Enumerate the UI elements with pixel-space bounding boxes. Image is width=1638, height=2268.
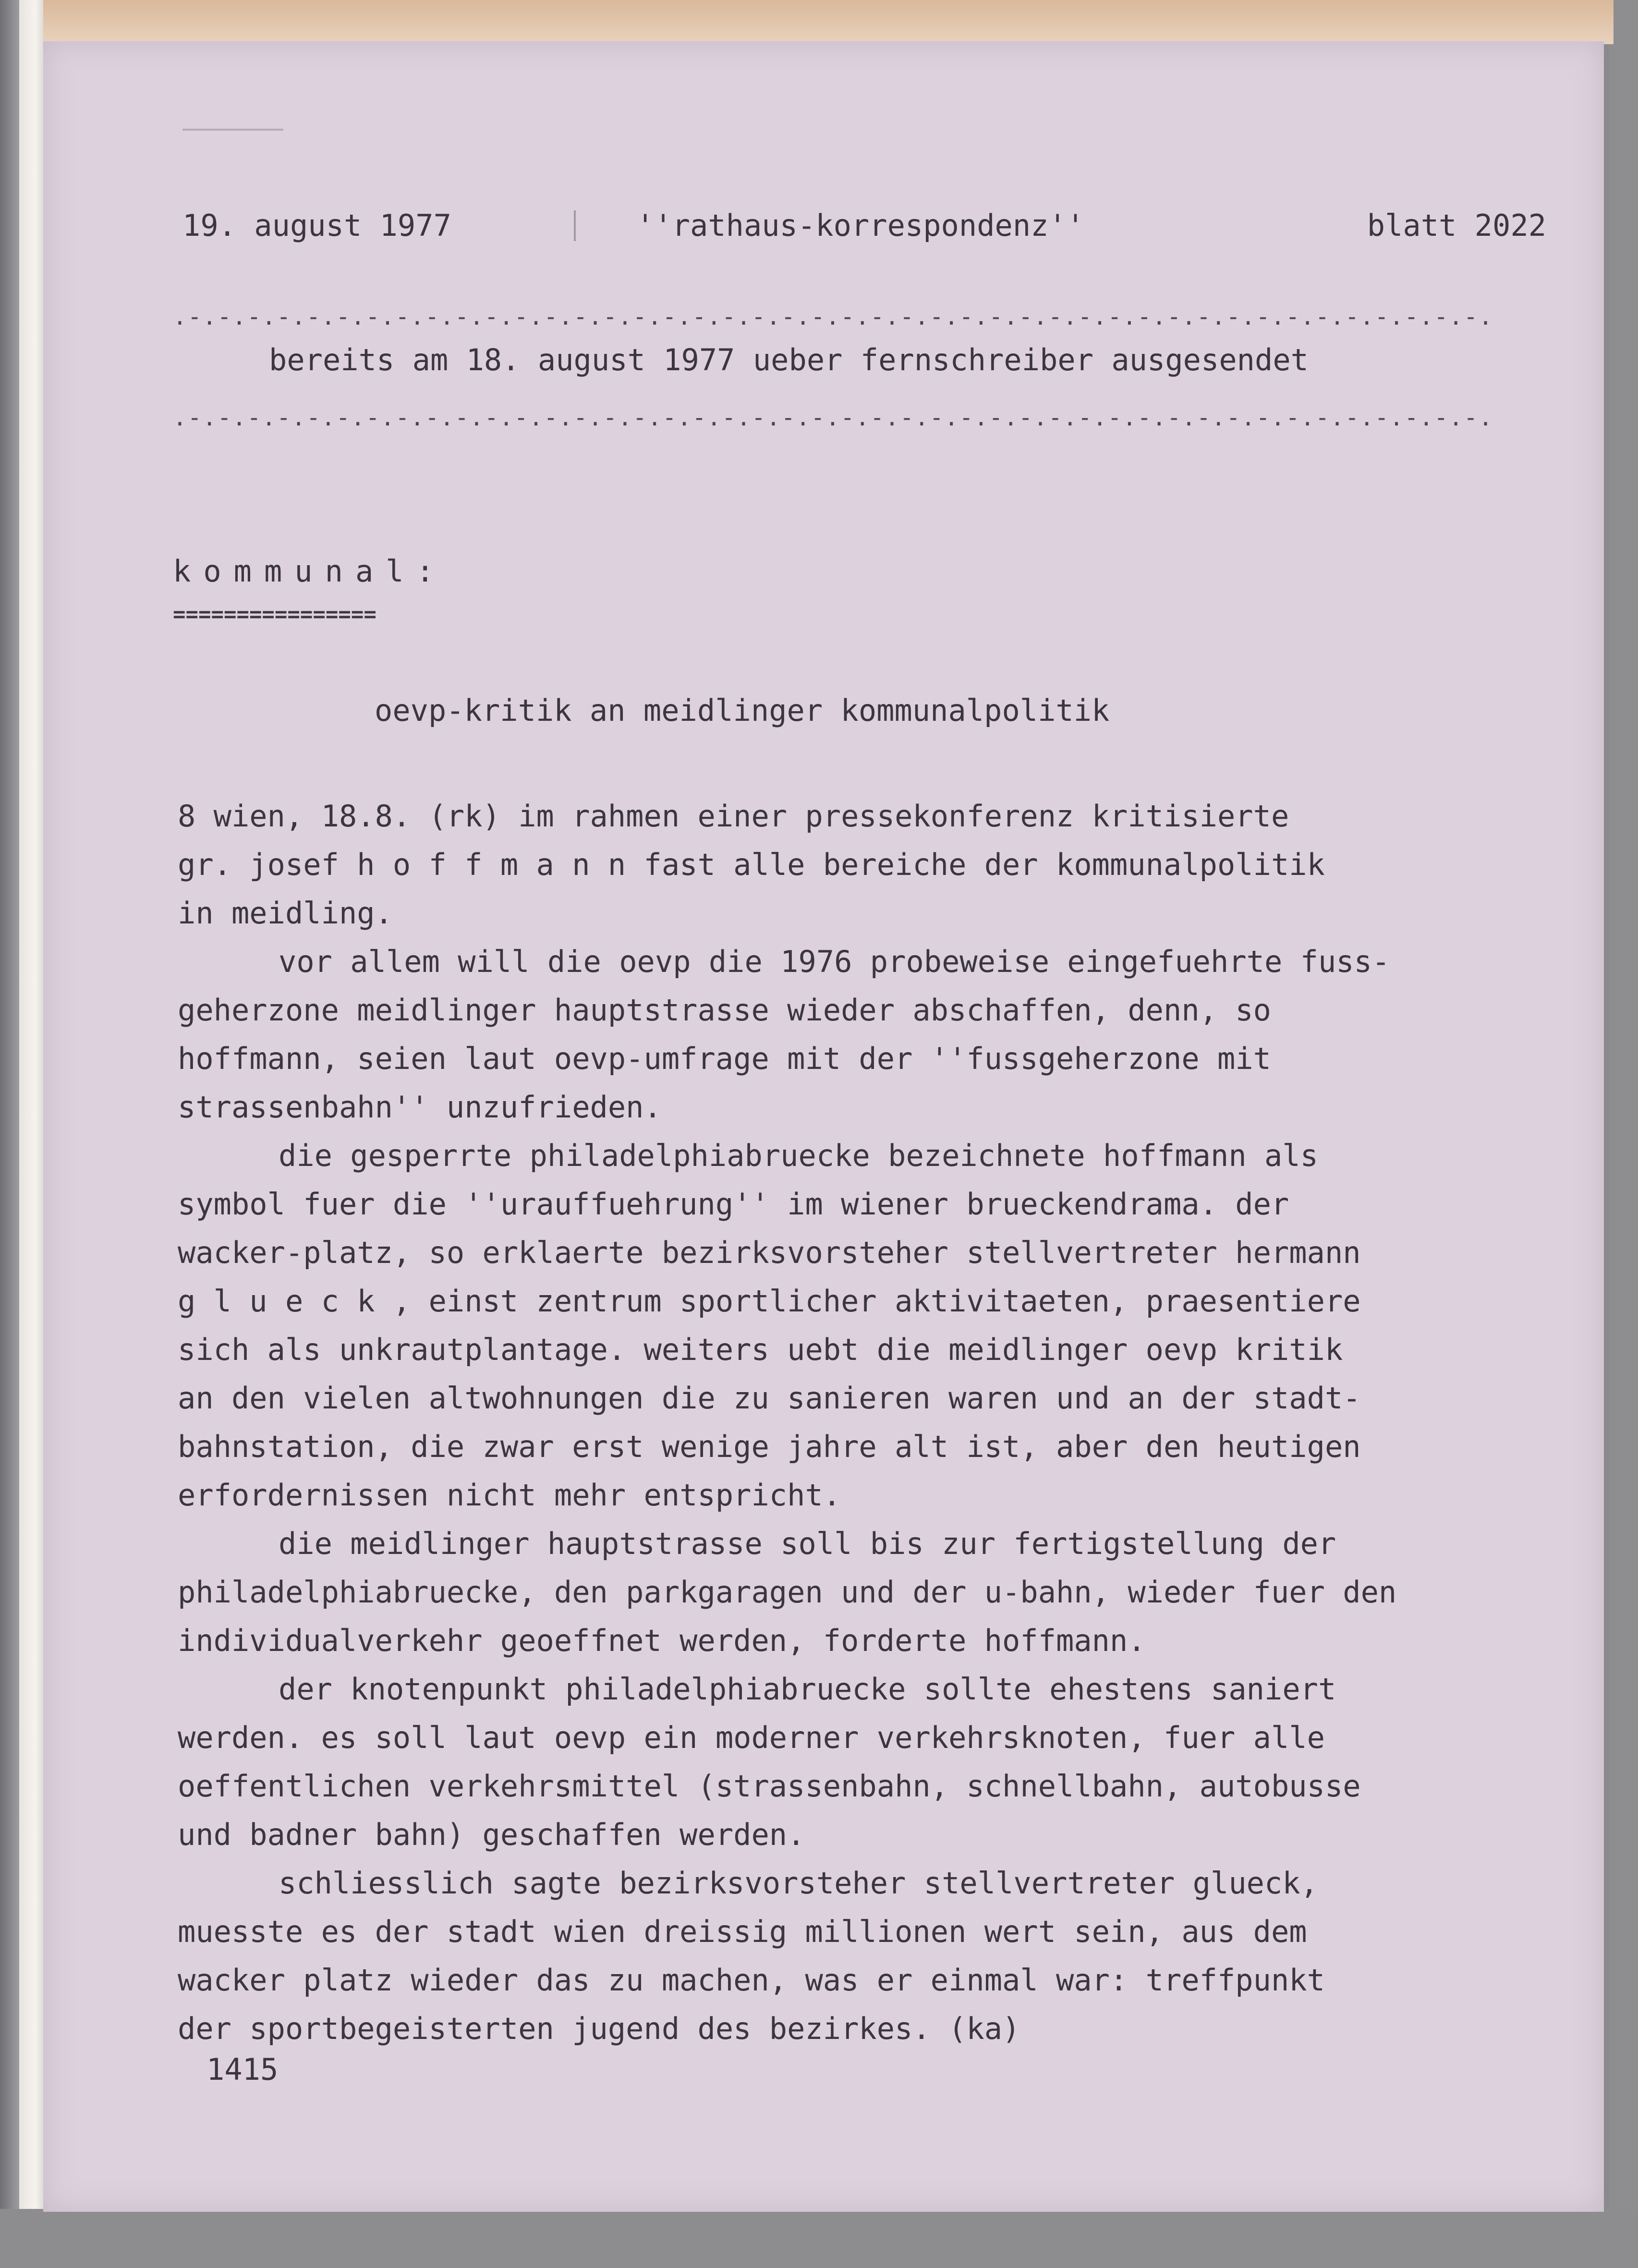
body-line: erfordernissen nicht mehr entspricht.	[178, 1478, 841, 1513]
body-line: die gesperrte philadelphiabruecke bezeichnete hoffmann als	[279, 1138, 1318, 1173]
section-heading: kommunal:	[173, 554, 447, 589]
body-line: wacker platz wieder das zu machen, was er einmal war: treffpunkt	[178, 1963, 1325, 1998]
body-line: philadelphiabruecke, den parkgaragen und der u-bahn, wieder fuer den	[178, 1575, 1397, 1610]
pencil-mark	[182, 129, 283, 131]
body-line: strassenbahn'' unzufrieden.	[178, 1090, 662, 1125]
body-line: und badner bahn) geschaffen werden.	[178, 1817, 805, 1852]
body-line: vor allem will die oevp die 1976 probeweise eingefuehrte fuss-	[279, 944, 1390, 979]
body-line: bahnstation, die zwar erst wenige jahre alt ist, aber den heutigen	[178, 1429, 1361, 1464]
body-line: muesste es der stadt wien dreissig millionen wert sein, aus dem	[178, 1914, 1307, 1949]
body-line: die meidlinger hauptstrasse soll bis zur fertigstellung der	[279, 1526, 1336, 1561]
body-line: individualverkehr geoeffnet werden, forderte hoffmann.	[178, 1623, 1146, 1658]
section-underline: ================	[173, 602, 376, 627]
article-body	[178, 792, 1561, 2053]
body-line: symbol fuer die ''urauffuehrung'' im wiener brueckendrama. der	[178, 1187, 1289, 1222]
separator-line-bottom: .-.-.-.-.-.-.-.-.-.-.-.-.-.-.-.-.-.-.-.-.-.-.-.-.-.-.-.-.-.-.-.-.-.-.-.-.-.-.-.-.-.-.-.-.	[173, 404, 1493, 431]
body-line: hoffmann, seien laut oevp-umfrage mit der ''fussgeherzone mit	[178, 1041, 1271, 1076]
body-line: gr. josef h o f f m a n n fast alle bereiche der kommunalpolitik	[178, 847, 1325, 882]
body-line: sich als unkrautplantage. weiters uebt die meidlinger oevp kritik	[178, 1332, 1343, 1367]
body-line: der knotenpunkt philadelphiabruecke sollte ehestens saniert	[279, 1672, 1336, 1707]
body-line: g l u e c k , einst zentrum sportlicher aktivitaeten, praesentiere	[178, 1284, 1361, 1319]
binder-spine-edge	[19, 0, 46, 2268]
header-divider	[574, 210, 576, 241]
separator-line-top: .-.-.-.-.-.-.-.-.-.-.-.-.-.-.-.-.-.-.-.-.-.-.-.-.-.-.-.-.-.-.-.-.-.-.-.-.-.-.-.-.-.-.-.-.	[173, 303, 1493, 330]
scan-background-bottom	[0, 2209, 1638, 2268]
body-line: an den vielen altwohnungen die zu sanieren waren und an der stadt-	[178, 1381, 1361, 1416]
article-title: oevp-kritik an meidlinger kommunalpolitik	[375, 693, 1110, 728]
body-line: wacker-platz, so erklaerte bezirksvorsteher stellvertreter hermann	[178, 1235, 1361, 1270]
footer-code: 1415	[206, 2052, 279, 2087]
transmission-note: bereits am 18. august 1977 ueber fernschreiber ausgesendet	[269, 342, 1309, 377]
header-publication: ''rathaus-korrespondenz''	[636, 208, 1085, 243]
header-date: 19. august 1977	[182, 208, 451, 243]
body-line: schliesslich sagte bezirksvorsteher stellvertreter glueck,	[279, 1866, 1318, 1901]
document-header	[173, 202, 1546, 250]
body-line: in meidling.	[178, 896, 393, 931]
body-line: der sportbegeisterten jugend des bezirkes. (ka)	[178, 2011, 1020, 2046]
body-line: werden. es soll laut oevp ein moderner verkehrsknoten, fuer alle	[178, 1720, 1325, 1755]
header-sheet-number: blatt 2022	[1367, 208, 1546, 243]
page-top-edge	[43, 0, 1614, 44]
body-line: geherzone meidlinger hauptstrasse wieder abschaffen, denn, so	[178, 993, 1271, 1028]
body-line: 8 wien, 18.8. (rk) im rahmen einer pressekonferenz kritisierte	[178, 799, 1289, 834]
body-line: oeffentlichen verkehrsmittel (strassenbahn, schnellbahn, autobusse	[178, 1769, 1361, 1804]
scan-background-right	[1609, 0, 1638, 2268]
